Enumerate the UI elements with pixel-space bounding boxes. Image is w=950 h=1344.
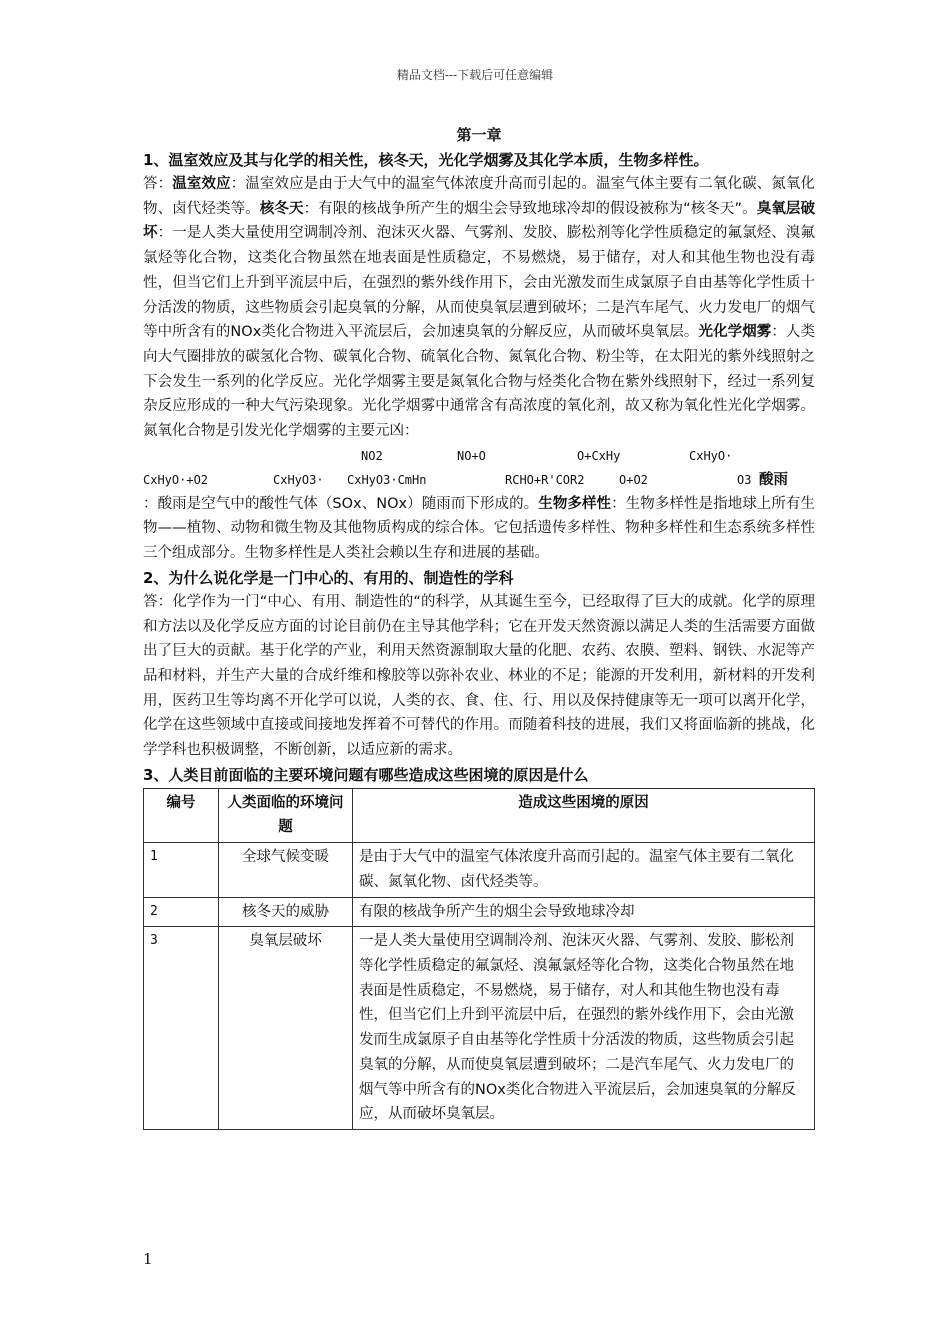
formula-8: RCHO+R'COR2 (505, 472, 585, 487)
reaction-formulas-2 (143, 468, 815, 492)
term-greenhouse: 温室效应 (172, 176, 231, 192)
term-acid-rain: 酸雨 (759, 471, 788, 488)
question-1-answer (143, 172, 815, 444)
table-row (144, 927, 815, 1130)
header-cause: 造成这些困境的原因 (353, 788, 815, 842)
row-cause: 一是人类大量使用空调制冷剂、泡沫灭火器、气雾剂、发胶、膨松剂等化学性质稳定的氟氯烃、溴氟氯烃等化合物，这类化合物虽然在地表面是性质稳定，不易燃烧，易于储存，对人和其他生物也没有毒性，但当它们上升到平流层中后，在强烈的紫外线作用下，会由光激发而生成氯原子自由基等化学性质十分活泼的物质，这些物质会引起臭氧的分解，从而使臭氧层遭到破坏；二是汽车尾气、火力发电厂的烟气等中所含有的NOx类化合物进入平流层后，会加速臭氧的分解反应，从而破坏臭氧层。 (353, 927, 815, 1130)
header-number: 编号 (144, 788, 219, 842)
question-2-answer: 答：化学作为一门“中心、有用、制造性的“的科学，从其诞生至今，已经取得了巨大的成就。化学的原理和方法以及化学反应方面的讨论目前仍在主导其他学科；它在开发天然资源以满足人类的生活需要方面做出了巨大的贡献。基于化学的产业，利用天然资源制取大量的化肥、农药、农膜、塑料、钢铁、水泥等产品和材料，并生产大量的合成纤维和橡胶等以弥补农业、林业的不足；能源的开发利用，新材料的开发利用，医药卫生等均离不开化学可以说，人类的衣、食、住、行、用以及保持健康等无一项可以离开化学，化学在这些领域中直接或间接地发挥着不可替代的作用。而随着科技的进展，我们又将面临新的挑战，化学学科也积极调整，不断创新，以适应新的需求。 (143, 593, 815, 759)
def-greenhouse: ：温室效应是由于大气中的温室气体浓度升高而引起的。温室气体主要有二氧化碳、氮氧化物、卤代烃类等。 (143, 176, 816, 217)
answer-prefix: 答： (143, 176, 173, 192)
row-cause: 是由于大气中的温室气体浓度升高而引起的。温室气体主要有二氧化碳、氮氧化物、卤代烃类等。 (353, 843, 815, 897)
row-cause: 有限的核战争所产生的烟尘会导致地球冷却 (353, 897, 815, 927)
page-header: 精品文档---下载后可任意编辑 (396, 68, 554, 82)
formula-1: NO2 (361, 448, 383, 463)
environment-table (143, 788, 815, 1130)
def-ozone: ：一是人类大量使用空调制冷剂、泡沫灭火器、气雾剂、发胶、膨松剂等化学性质稳定的氟氯烃、溴氟氯烃等化合物，这类化合物虽然在地表面是性质稳定，不易燃烧，易于储存，对人和其他生物也没有毒性，但当它们上升到平流层中后，在强烈的紫外线作用下，会由光激发而生成氯原子自由基等化学性质十分活泼的物质，这些物质会引起臭氧的分解，从而使臭氧层遭到破坏；二是汽车尾气、火力发电厂的烟气等中所含有的NOx类化合物进入平流层后，会加速臭氧的分解反应，从而破坏臭氧层。 (143, 225, 816, 341)
row-number: 3 (144, 927, 219, 1130)
term-ozone: 臭氧层破坏 (143, 200, 816, 242)
table-row (144, 843, 815, 897)
term-nuclear-winter: 核冬天 (259, 200, 304, 217)
formula-10: O3 (737, 472, 752, 487)
document-body (143, 122, 815, 1130)
formula-9: O+O2 (619, 472, 648, 487)
def-nuclear-winter: ：有限的核战争所产生的烟尘会导致地球冷却的假设被称为“核冬天”。 (303, 200, 757, 217)
term-biodiversity: 生物多样性 (538, 495, 612, 512)
formula-2: NO+O (457, 448, 486, 463)
question-2-title: 2、为什么说化学是一门中心的、有用的、制造性的学科 (143, 568, 514, 587)
row-number: 2 (144, 897, 219, 927)
table-row (144, 897, 815, 927)
formula-5: CxHyO·+O2 (143, 472, 209, 487)
chapter-title: 第一章 (456, 126, 502, 144)
table-header-row (144, 788, 815, 842)
def-biodiversity: ：生物多样性是指地球上所有生物——植物、动物和微生物及其他物质构成的综合体。它包括遗传多样性、物种多样性和生态系统多样性三个组成部分。生物多样性是人类社会赖以生存和进展的基础。 (143, 495, 816, 562)
page-number: 1 (143, 1250, 153, 1268)
question-1-answer-cont (143, 492, 815, 566)
question-1-title: 1、温室效应及其与化学的相关性，核冬天，光化学烟雾及其化学本质，生物多样性。 (143, 151, 709, 169)
question-3-title: 3、人类目前面临的主要环境问题有哪些造成这些困境的原因是什么 (143, 765, 589, 784)
row-problem: 全球气候变暖 (219, 843, 353, 897)
row-number: 1 (144, 843, 219, 897)
def-acid-rain: ：酸雨是空气中的酸性气体（SOx、NOx）随雨而下形成的。 (143, 495, 539, 512)
row-problem: 臭氧层破坏 (219, 927, 353, 1130)
formula-4: CxHyO· (689, 448, 733, 463)
row-problem: 核冬天的威胁 (219, 897, 353, 927)
def-smog: ：人类向大气圈排放的碳氢化合物、碳氧化合物、硫氧化合物、氮氧化合物、粉尘等，在太阳光的紫外线照射之下会发生一系列的化学反应。光化学烟雾主要是氮氧化合物与烃类化合物在紫外线照射下，经过一系列复杂反应形成的一种大气污染现象。光化学烟雾中通常含有高浓度的氧化剂，故又称为氧化性光化学烟雾。氮氧化合物是引发光化学烟雾的主要元凶： (143, 324, 816, 440)
formula-7: CxHyO3·CmHn (347, 472, 427, 487)
header-problem: 人类面临的环境问题 (219, 788, 353, 842)
formula-3: O+CxHy (577, 448, 621, 463)
formula-6: CxHyO3· (273, 472, 324, 487)
term-smog: 光化学烟雾 (698, 324, 772, 341)
reaction-formulas (143, 444, 815, 468)
